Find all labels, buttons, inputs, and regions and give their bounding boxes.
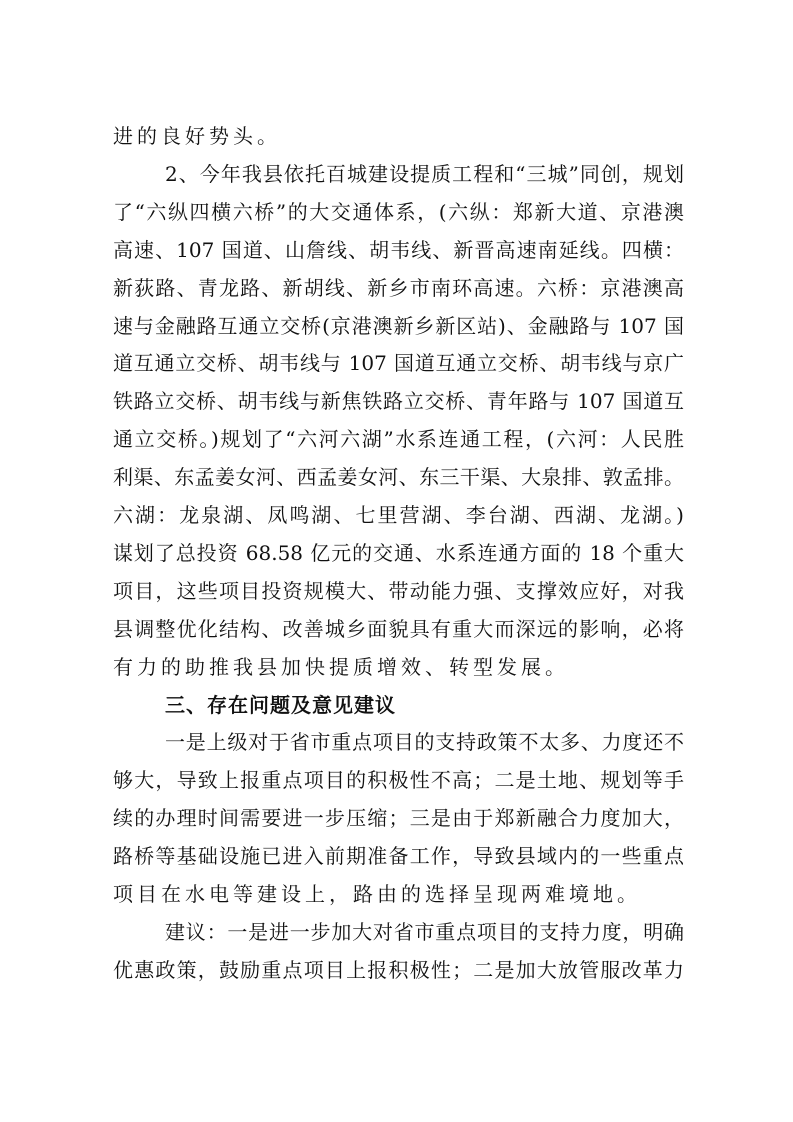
text-line: 谋划了总投资 68.58 亿元的交通、水系连通方面的 18 个重大 [113,540,684,565]
text-line: 建议：一是进一步加大对省市重点项目的支持力度，明确 [165,919,684,944]
text-line: 项目在水电等建设上，路由的选择呈现两难境地。 [113,882,641,906]
text-line: 续的办理时间需要进一步压缩；三是由于郑新融合力度加大， [113,806,684,831]
text-line: 2、今年我县依托百城建设提质工程和“三城”同创，规划 [165,161,684,186]
text-line: 利渠、东孟姜女河、西孟姜女河、东三干渠、大泉排、敦孟排。 [113,465,684,490]
text-line: 有力的助推我县加快提质增效、转型发展。 [113,654,569,679]
text-line: 一是上级对于省市重点项目的支持政策不太多、力度还不 [165,730,684,755]
text-line: 速与金融路互通立交桥(京港澳新乡新区站)、金融路与 107 国 [113,313,684,338]
text-line: 项目，这些项目投资规模大、带动能力强、支撑效应好，对我 [113,578,684,603]
text-line: 够大，导致上报重点项目的积极性不高；二是土地、规划等手 [113,768,684,793]
section-heading: 三、存在问题及意见建议 [165,692,396,717]
text-line: 县调整优化结构、改善城乡面貌具有重大而深远的影响，必将 [113,616,684,641]
text-line: 路桥等基础设施已进入前期准备工作，导致县域内的一些重点 [113,844,684,869]
text-line: 进的良好势头。 [113,124,281,148]
text-line: 通立交桥。)规划了“六河六湖”水系连通工程，(六河：人民胜 [113,427,684,452]
text-line: 铁路立交桥、胡韦线与新焦铁路立交桥、青年路与 107 国道互 [113,389,684,414]
text-line: 优惠政策，鼓励重点项目上报积极性；二是加大放管服改革力 [113,957,684,982]
text-line: 六湖：龙泉湖、凤鸣湖、七里营湖、李台湖、西湖、龙湖。) [113,503,684,527]
text-line: 了“六纵四横六桥”的大交通体系，(六纵：郑新大道、京港澳 [113,199,684,224]
text-line: 高速、107 国道、山詹线、胡韦线、新晋高速南延线。四横： [113,237,684,262]
text-line: 新荻路、青龙路、新胡线、新乡市南环高速。六桥：京港澳高 [113,275,684,300]
text-line: 道互通立交桥、胡韦线与 107 国道互通立交桥、胡韦线与京广 [113,351,684,376]
